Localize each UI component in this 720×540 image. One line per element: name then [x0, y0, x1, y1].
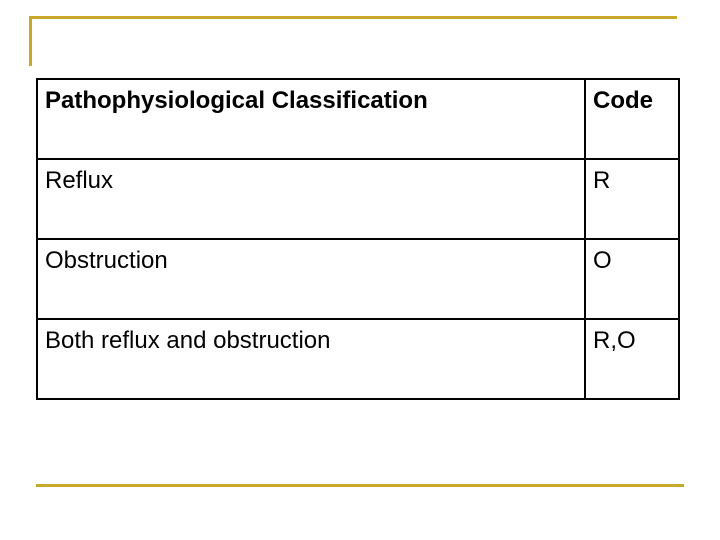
- table-header-row: [37, 79, 679, 159]
- top-accent-rule: [29, 16, 677, 19]
- table-row: [37, 319, 679, 399]
- left-accent-rule: [29, 16, 32, 66]
- bottom-accent-rule: [36, 484, 684, 487]
- classification-cell: Reflux: [37, 159, 585, 239]
- header-code: Code: [585, 79, 679, 159]
- classification-cell: Obstruction: [37, 239, 585, 319]
- code-cell: R,O: [585, 319, 679, 399]
- classification-cell: Both reflux and obstruction: [37, 319, 585, 399]
- table-row: [37, 159, 679, 239]
- table-row: [37, 239, 679, 319]
- code-cell: R: [585, 159, 679, 239]
- classification-table: [36, 78, 680, 400]
- code-cell: O: [585, 239, 679, 319]
- header-classification: Pathophysiological Classification: [37, 79, 585, 159]
